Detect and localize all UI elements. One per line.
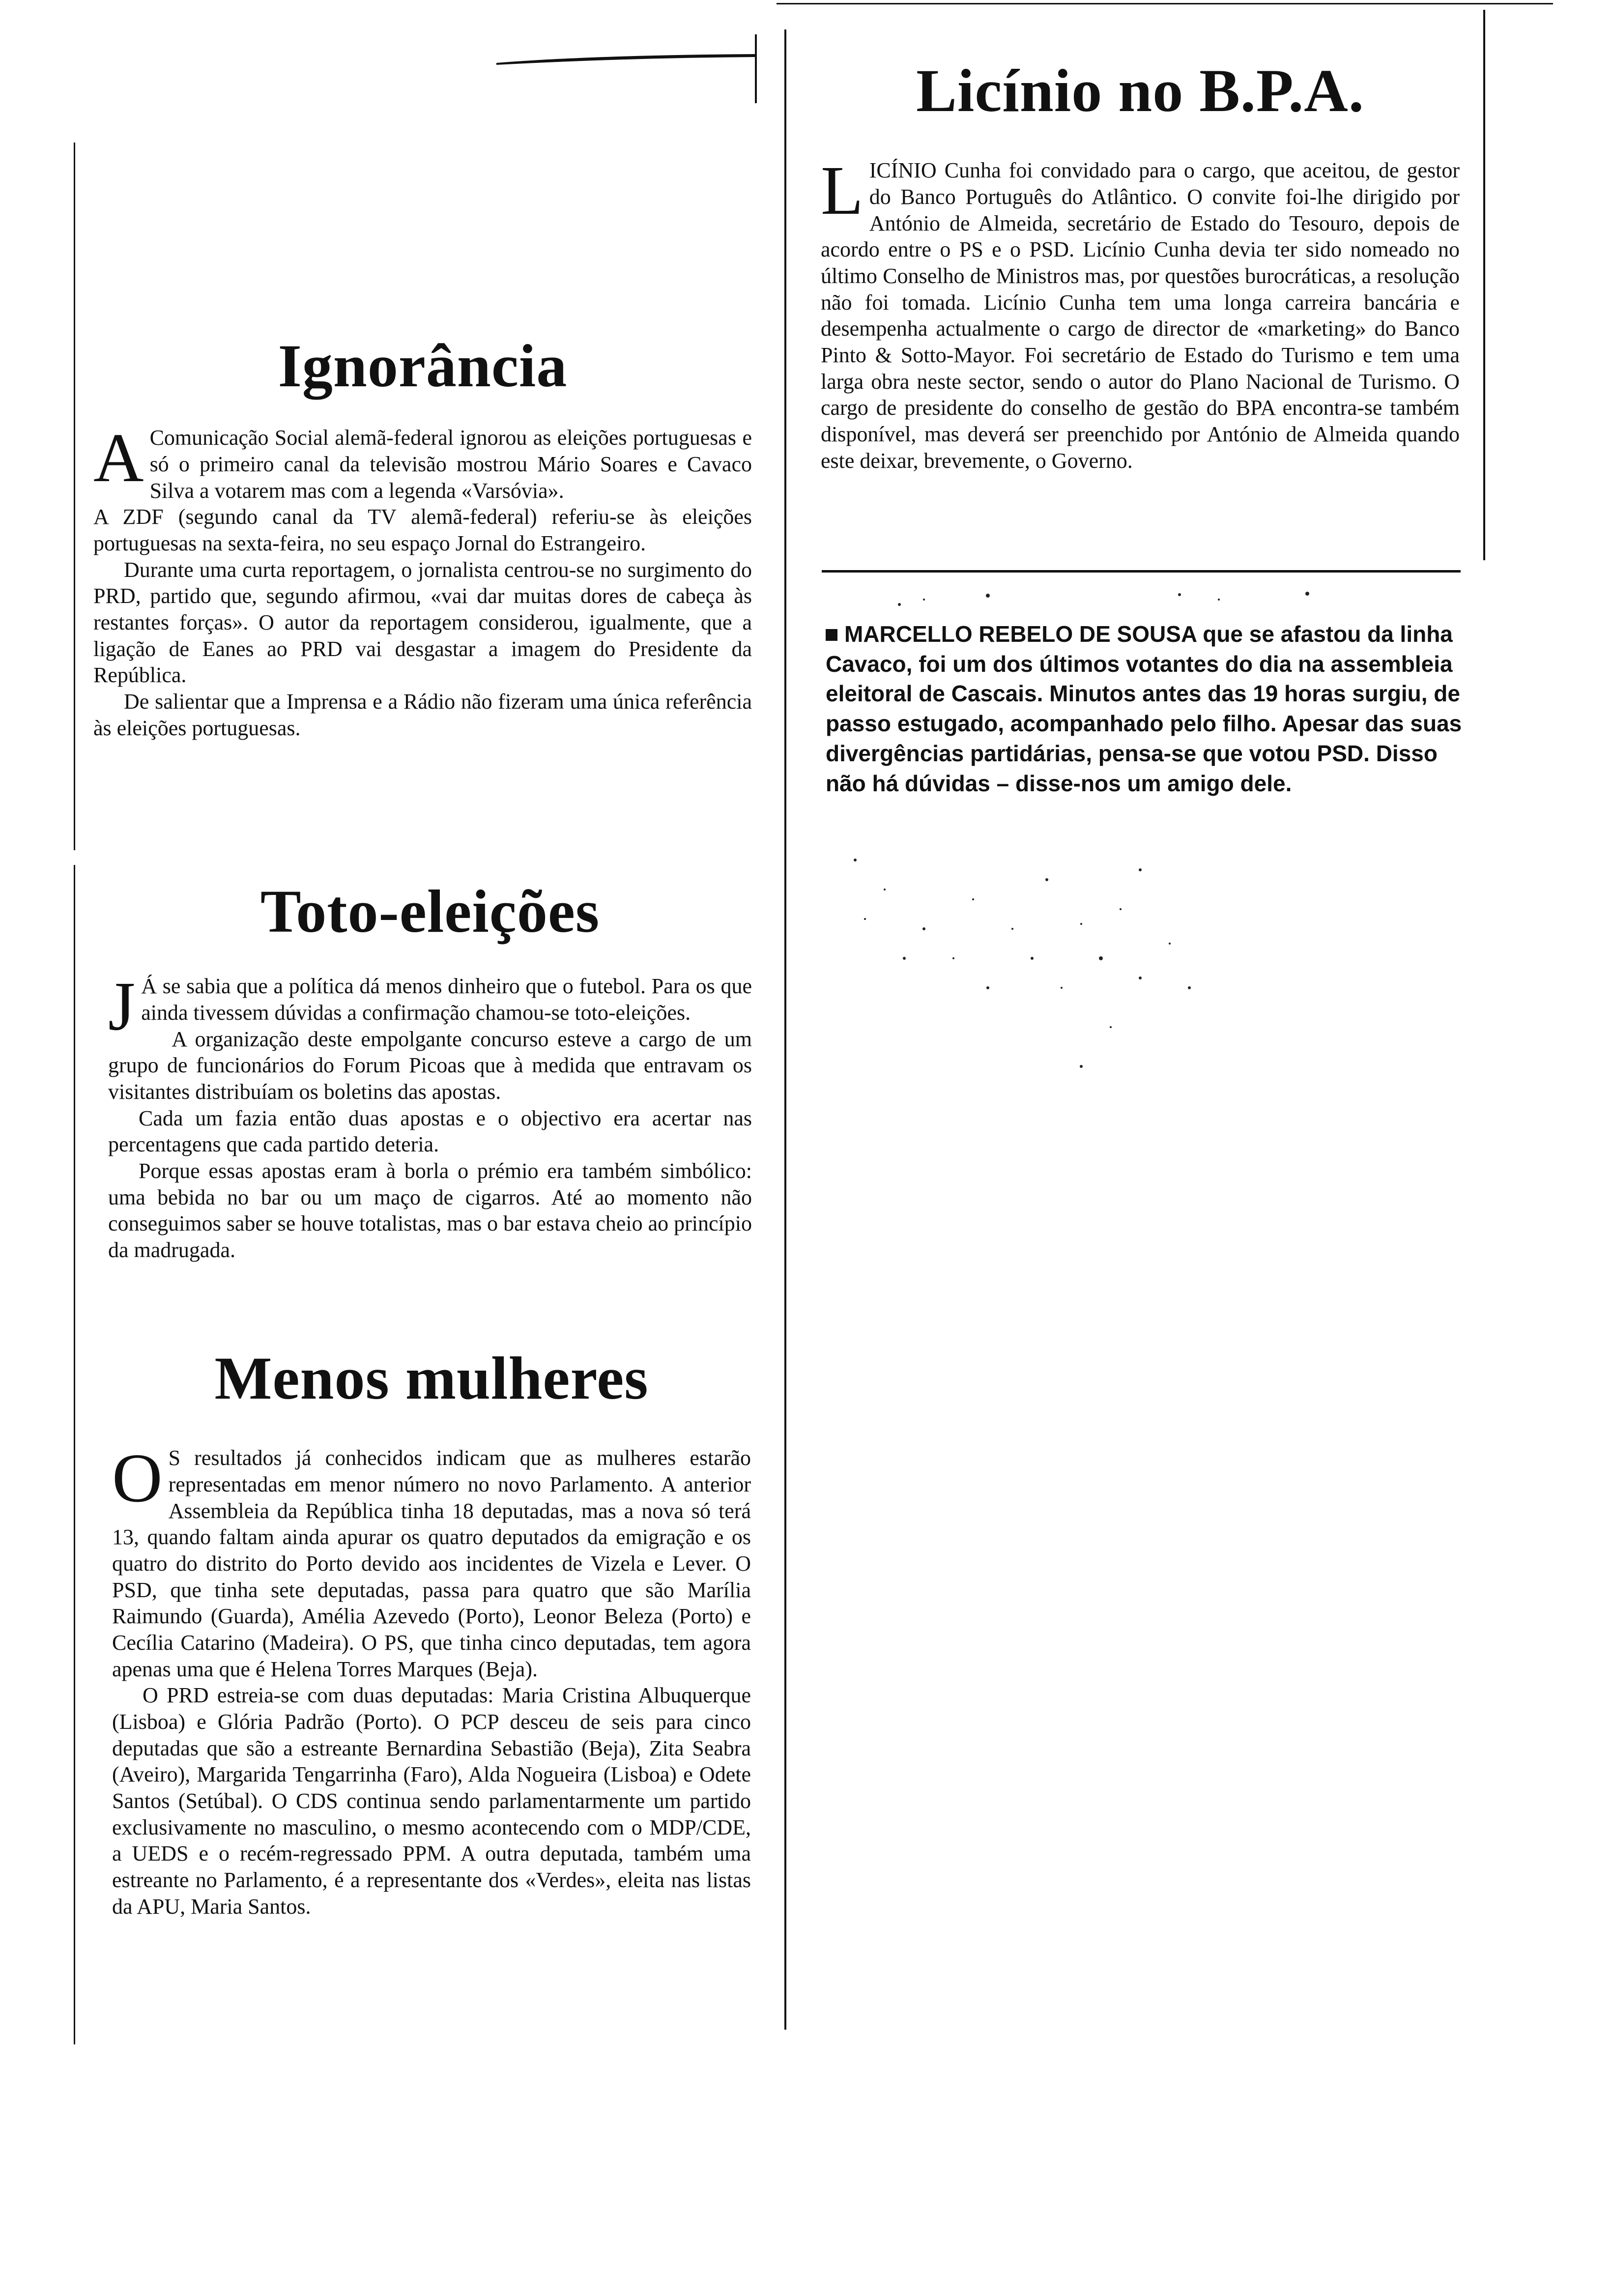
article-ignorancia	[93, 334, 752, 741]
dropcap: O	[112, 1439, 163, 1517]
body-toto-eleicoes	[108, 967, 752, 1263]
paragraph	[108, 967, 752, 1045]
dropcap: L	[821, 151, 864, 230]
body-licinio	[821, 151, 1460, 474]
paragraph-text: S resultados já conhecidos indicam que as mulheres estarão representadas em menor número no novo Parlamento. A anterior Assembleia da República tinha 18 deputadas, mas a nova só terá 13, quando faltam ainda apurar os quatro deputados da emigração e os quatro do distrito do Porto devido aos incidentes de Vizela e Lever. O PSD, que tinha sete deputadas, passa para quatro que são Marília Raimundo (Guarda), Amélia Azevedo (Porto), Leonor Beleza (Porto) e Cecília Catarino (Madeira). O PS, que tinha cinco deputadas, tem agora apenas uma que é Helena Torres Marques (Beja).	[112, 1446, 751, 1681]
paragraph-text: ICÍNIO Cunha foi convidado para o cargo, que aceitou, de gestor do Banco Português do Atlântico. O convite foi-lhe dirigido por António de Almeida, secretário de Estado do Tesouro, depois de acordo entre o PS e o PSD. Licínio Cunha devia ter sido nomeado no último Conselho de Ministros mas, por questões burocráticas, a resolução não foi tomada. Licínio Cunha tem uma longa carreira bancária e desempenha actualmente o cargo de director de «marketing» do Banco Pinto & Sotto-Mayor. Foi secretário de Estado do Turismo e tem uma larga obra neste sector, sendo o autor do Plano Nacional de Turismo. O cargo de presidente do conselho de gestão do BPA encontra-se também disponível, mas deverá ser preenchido por António de Almeida quando este deixar, brevemente, o Governo.	[821, 158, 1460, 473]
section-divider	[822, 570, 1461, 573]
article-marcello	[826, 619, 1465, 798]
article-menos-mulheres	[112, 1347, 751, 1920]
headline-toto-eleicoes: Toto-eleições	[260, 878, 600, 945]
left-edge-rule-lower	[74, 865, 75, 2044]
paragraph-text: Á se sabia que a política dá menos dinheiro que o futebol. Para os que ainda tivessem dúvidas a confirmação chamou-se toto-eleições.	[141, 974, 752, 1025]
headline-licinio: Licínio no B.P.A.	[916, 57, 1364, 124]
headline-menos-mulheres: Menos mulheres	[214, 1345, 649, 1412]
paragraph: Durante uma curta reportagem, o jornalista centrou-se no surgimento do PRD, partido que, segundo afirmou, «vai dar muitas dores de cabeça às restantes forças». O autor da reportagem considerou, igualmente, que a ligação de Eanes ao PRD vai desgastar a imagem do Presidente da República.	[93, 557, 752, 688]
headline-ignorancia: Ignorância	[278, 332, 568, 400]
paragraph	[821, 151, 1460, 474]
marcello-text: MARCELLO REBELO DE SOUSA que se afastou da linha Cavaco, foi um dos últimos votantes do dia na assembleia eleitoral de Cascais. Minutos antes das 19 horas surgiu, de passo estugado, acompanhado pelo filho. Apesar das suas divergências partidárias, pensa-se que votou PSD. Disso não há dúvidas – disse-nos um amigo dele.	[826, 621, 1462, 796]
paragraph: De salientar que a Imprensa e a Rádio não fizeram uma única referência às eleições portuguesas.	[93, 689, 752, 740]
body-menos-mulheres	[112, 1439, 751, 1920]
dropcap: A	[93, 419, 144, 497]
paragraph: O PRD estreia-se com duas deputadas: Maria Cristina Albuquerque (Lisboa) e Glória Padrão (Porto). O PCP desceu de seis para cinco deputadas que são a estreante Bernardina Sebastião (Beja), Zita Seabra (Aveiro), Margarida Tengarrinha (Faro), Alda Nogueira (Lisboa) e Odete Santos (Setúbal). O CDS continua sendo parlamentarmente um partido exclusivamente no masculino, o mesmo acontecendo com o MDP/CDE, a UEDS e o recém-regressado PPM. A outra deputada, também uma estreante no Parlamento, é a representante dos «Verdes», eleita nas listas da APU, Maria Santos.	[112, 1683, 751, 1919]
top-edge-rule	[777, 3, 1553, 4]
dropcap: J	[108, 967, 136, 1045]
paragraph-text: Comunicação Social alemã-federal ignorou as eleições portuguesas e só o primeiro canal da televisão mostrou Mário Soares e Cavaco Silva a votarem mas com a legenda «Varsóvia».	[149, 426, 752, 503]
article-toto-eleicoes	[108, 880, 752, 1263]
column-separator	[784, 29, 786, 2030]
paragraph	[112, 1439, 751, 1682]
bullet-icon	[826, 629, 837, 641]
right-edge-rule	[1483, 10, 1485, 560]
body-ignorancia	[93, 419, 752, 741]
paragraph: Cada um fazia então duas apostas e o objectivo era acertar nas percentagens que cada partido deteria.	[108, 1106, 752, 1157]
top-bracket-right	[755, 34, 757, 103]
paragraph	[93, 419, 752, 504]
marcello-note	[826, 619, 1465, 798]
paragraph: A organização deste empolgante concurso esteve a cargo de um grupo de funcionários do Forum Picoas que à medida que entravam os visitantes distribuíam os boletins das apostas.	[108, 1027, 752, 1104]
decorative-swoosh	[496, 53, 762, 66]
article-licinio	[821, 59, 1460, 474]
left-edge-rule	[74, 143, 75, 850]
paragraph: A ZDF (segundo canal da TV alemã-federal) referiu-se às eleições portuguesas na sexta-feira, no seu espaço Jornal do Estrangeiro.	[93, 505, 752, 555]
paragraph: Porque essas apostas eram à borla o prémio era também simbólico: uma bebida no bar ou um maço de cigarros. Até ao momento não conseguimos saber se houve totalistas, mas o bar estava cheio ao princípio da madrugada.	[108, 1158, 752, 1262]
